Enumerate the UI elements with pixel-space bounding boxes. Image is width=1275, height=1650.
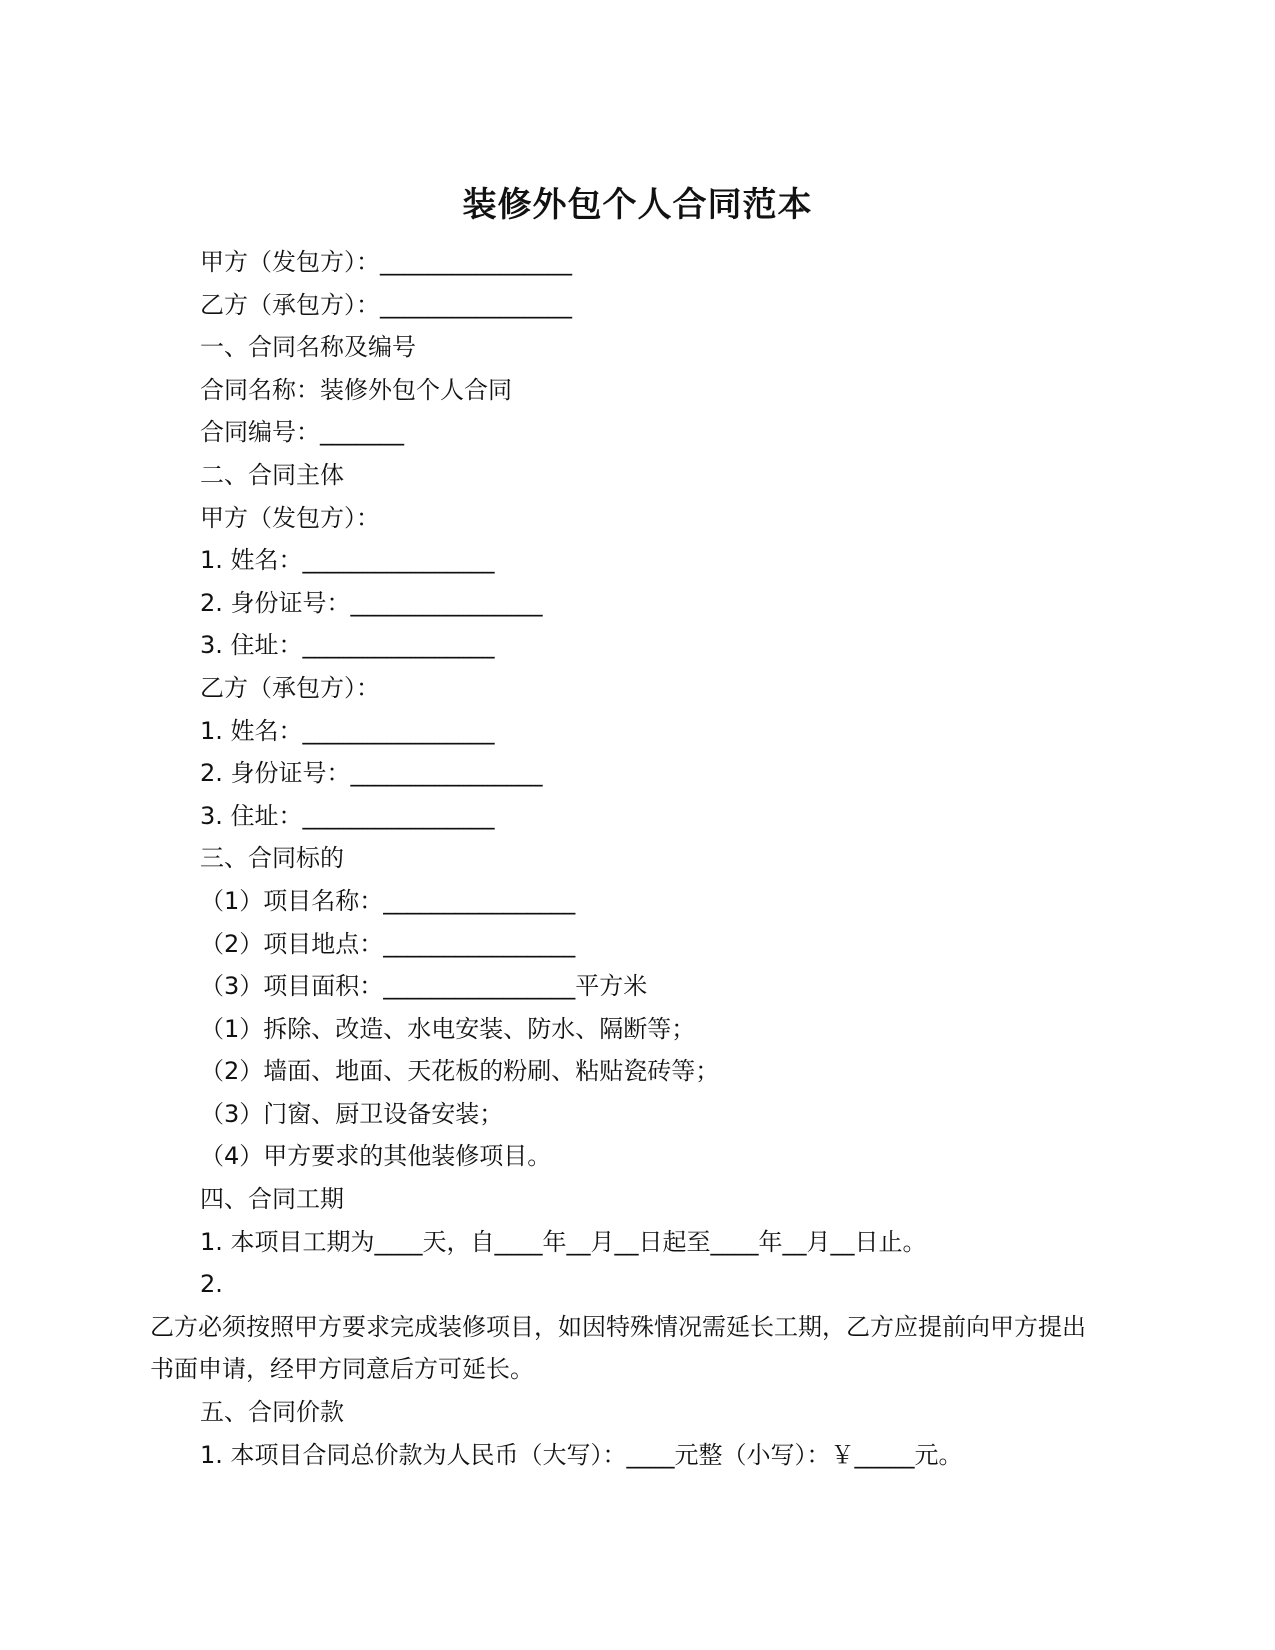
document-line: （1）拆除、改造、水电安装、防水、隔断等； — [200, 1014, 696, 1043]
document-line: 1. 姓名：________________ — [200, 546, 495, 575]
document-line: （3）门窗、厨卫设备安装； — [200, 1099, 504, 1128]
document-line: 1. 姓名：________________ — [200, 716, 495, 745]
document-line: 三、合同标的 — [200, 844, 344, 873]
document-line: 二、合同主体 — [200, 460, 344, 489]
document-line: 乙方（承包方）：________________ — [200, 290, 572, 319]
document-body — [0, 241, 1275, 1476]
document-line: 2. 身份证号：________________ — [200, 759, 543, 788]
page-title: 装修外包个人合同范本 — [462, 185, 813, 225]
document-line: 书面申请，经甲方同意后方可延长。 — [150, 1355, 534, 1384]
document-line: 合同编号：_______ — [200, 418, 404, 447]
document-line: 四、合同工期 — [200, 1185, 344, 1214]
document-line: （1）项目名称：________________ — [200, 886, 576, 915]
document-line: 1. 本项目工期为____天，自____年__月__日起至____年__月__日止。 — [200, 1227, 927, 1256]
document-line: 乙方必须按照甲方要求完成装修项目，如因特殊情况需延长工期，乙方应提前向甲方提出 — [150, 1312, 1086, 1341]
document-line: 3. 住址：________________ — [200, 801, 495, 830]
document-line: （2）墙面、地面、天花板的粉刷、粘贴瓷砖等； — [200, 1057, 720, 1086]
document-line: （3）项目面积：________________平方米 — [200, 972, 648, 1001]
document-line: （2）项目地点：________________ — [200, 929, 576, 958]
document-line: 五、合同价款 — [200, 1398, 344, 1427]
document-line: 2. — [200, 1270, 223, 1299]
document-line: 乙方（承包方）： — [200, 673, 380, 702]
document-line: （4）甲方要求的其他装修项目。 — [200, 1142, 552, 1171]
document-line: 合同名称：装修外包个人合同 — [200, 375, 512, 404]
document-line: 甲方（发包方）：________________ — [200, 248, 572, 276]
document-line: 一、合同名称及编号 — [200, 333, 416, 362]
document-line: 1. 本项目合同总价款为人民币（大写）：____元整（小写）：￥_____元。 — [200, 1440, 963, 1469]
document-line: 甲方（发包方）： — [200, 503, 380, 532]
document-line: 2. 身份证号：________________ — [200, 588, 543, 617]
document-line: 3. 住址：________________ — [200, 631, 495, 660]
